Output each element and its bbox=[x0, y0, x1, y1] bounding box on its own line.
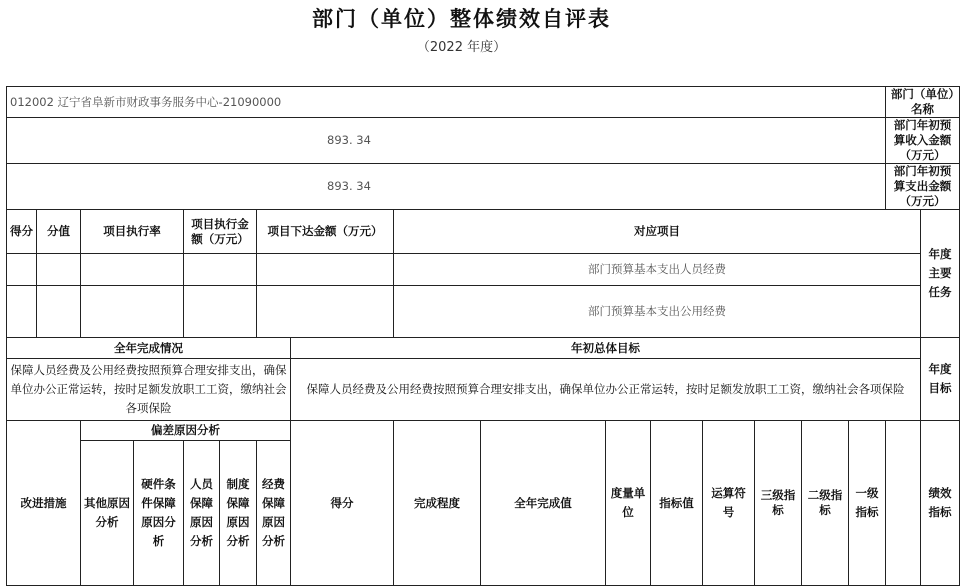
dept-name-label: 部门（单位）名称 bbox=[886, 87, 960, 118]
level3-header: 三级指标 bbox=[755, 421, 802, 586]
annual-goal-label: 年度目标 bbox=[921, 338, 960, 421]
task-score-header: 得分 bbox=[7, 210, 37, 254]
deviation-header: 偏差原因分析 bbox=[81, 421, 291, 441]
overall-goal-header: 年初总体目标 bbox=[291, 338, 921, 359]
actual-value-header: 全年完成值 bbox=[481, 421, 606, 586]
completion-text: 保障人员经费及公用经费按照预算合理安排支出，确保单位办公正常运转，按时足额发放职工工资，缴纳社会各项保险 bbox=[7, 359, 291, 421]
expense-label: 部门年初预算支出金额（万元） bbox=[886, 164, 960, 210]
unit-header: 度量单位 bbox=[606, 421, 651, 586]
task-score-value-header: 分值 bbox=[37, 210, 81, 254]
completion-degree-header: 完成程度 bbox=[394, 421, 481, 586]
deviation-funding: 经费保障原因分析 bbox=[257, 441, 291, 586]
operator-header: 运算符号 bbox=[703, 421, 755, 586]
deviation-personnel: 人员保障原因分析 bbox=[184, 441, 220, 586]
page-title: 部门（单位）整体绩效自评表 bbox=[312, 7, 611, 31]
level1-header: 一级指标 bbox=[849, 421, 886, 586]
annual-task-label: 年度主要任务 bbox=[921, 210, 960, 338]
deviation-other: 其他原因分析 bbox=[81, 441, 134, 586]
project-header: 对应项目 bbox=[394, 210, 921, 254]
level2-header: 二级指标 bbox=[802, 421, 849, 586]
deviation-hardware: 硬件条件保障原因分析 bbox=[134, 441, 184, 586]
indicator-score-header: 得分 bbox=[291, 421, 394, 586]
completion-header: 全年完成情况 bbox=[7, 338, 291, 359]
exec-amount-header: 项目执行金额（万元） bbox=[184, 210, 257, 254]
income-label: 部门年初预算收入金额（万元） bbox=[886, 118, 960, 164]
page-subtitle: （2022 年度） bbox=[416, 40, 507, 55]
dept-name-value: 012002 辽宁省阜新市财政事务服务中心-21090000 bbox=[7, 87, 886, 118]
evaluation-table bbox=[6, 86, 960, 586]
deviation-system: 制度保障原因分析 bbox=[220, 441, 257, 586]
exec-rate-header: 项目执行率 bbox=[81, 210, 184, 254]
task-project-2: 部门预算基本支出公用经费 bbox=[394, 286, 921, 338]
income-value: 893. 34 bbox=[7, 118, 886, 164]
indicator-section-label: 绩效指标 bbox=[921, 421, 960, 586]
expense-value: 893. 34 bbox=[7, 164, 886, 210]
improvement-header: 改进措施 bbox=[7, 421, 81, 586]
budget-header: 项目下达金额（万元） bbox=[257, 210, 394, 254]
overall-goal-text: 保障人员经费及公用经费按照预算合理安排支出，确保单位办公正常运转，按时足额发放职工工资，缴纳社会各项保险 bbox=[291, 359, 921, 421]
target-header: 指标值 bbox=[651, 421, 703, 586]
task-project-1: 部门预算基本支出人员经费 bbox=[394, 254, 921, 286]
